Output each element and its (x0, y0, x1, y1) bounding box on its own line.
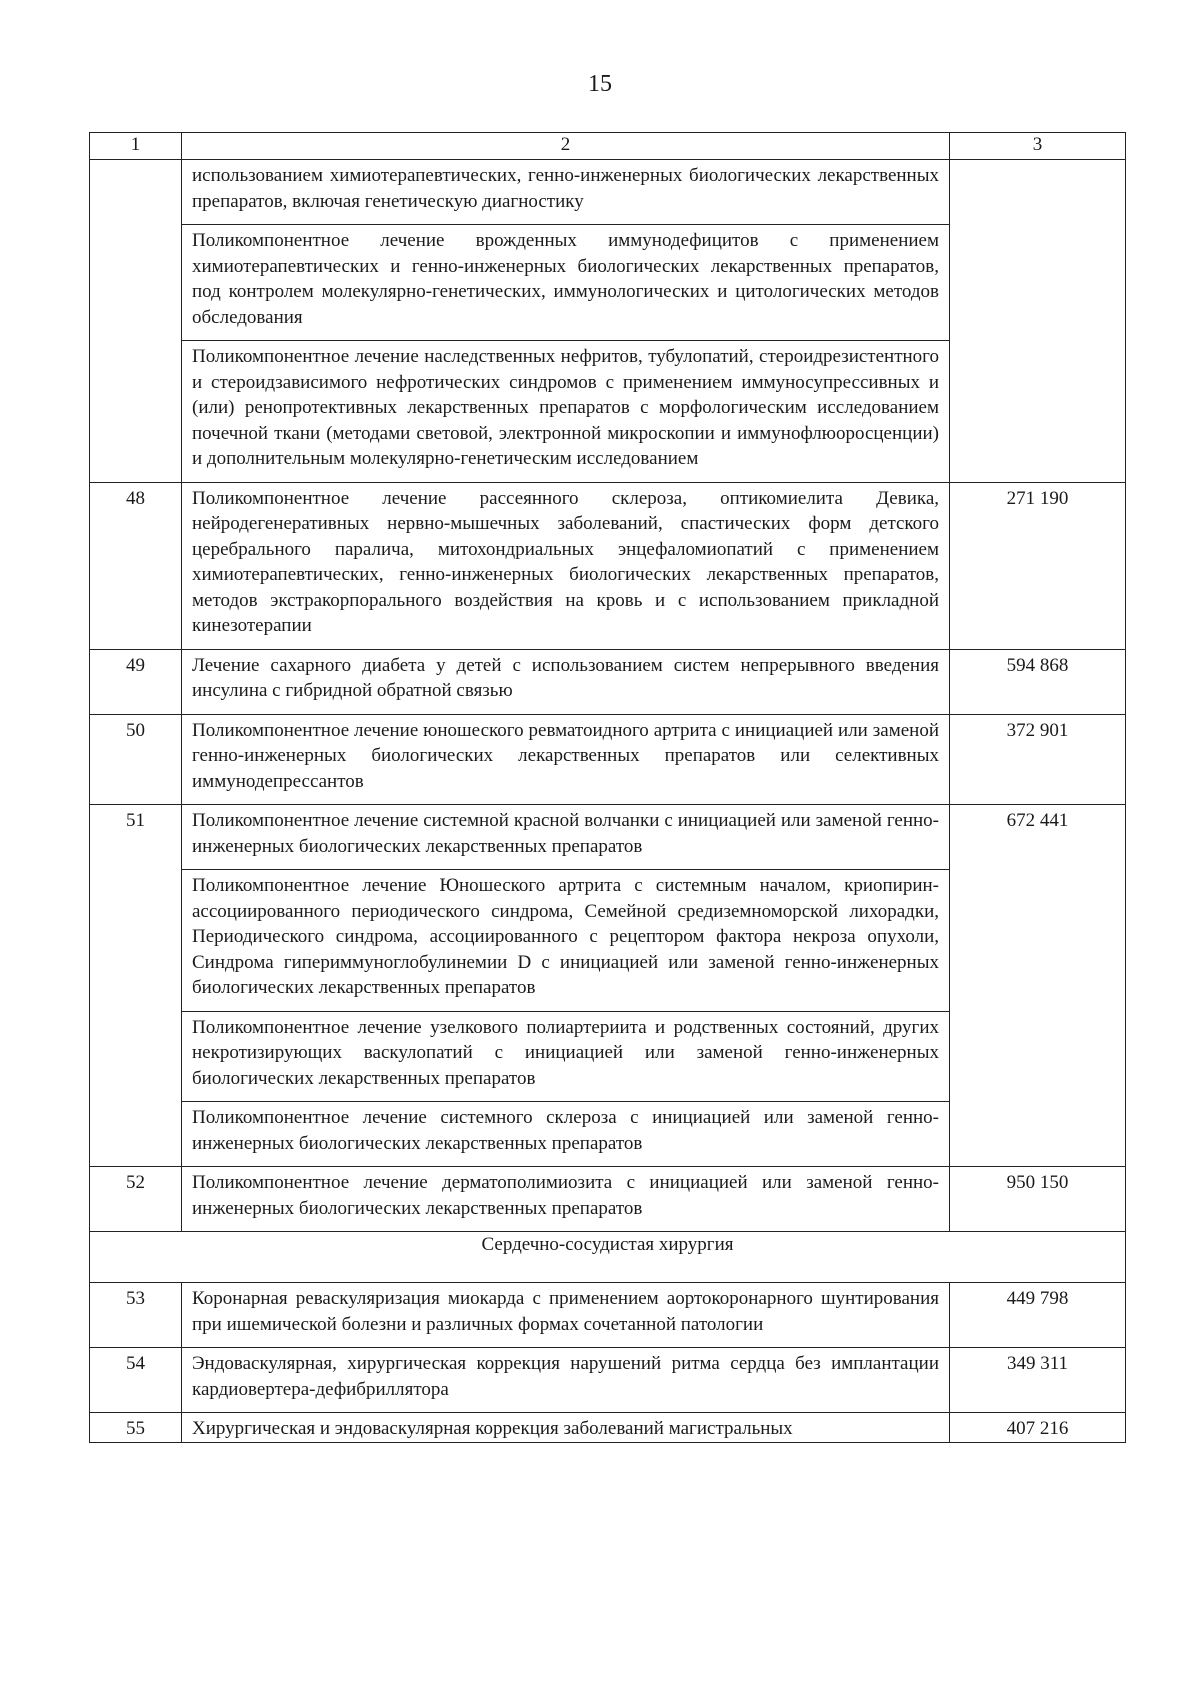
row-price: 372 901 (950, 714, 1126, 805)
row-price: 594 868 (950, 649, 1126, 714)
row-description: Эндоваскулярная, хирургическая коррекция нарушений ритма сердца без имплантации кардиовертера-дефибриллятора (182, 1348, 950, 1413)
section-row (90, 1232, 1126, 1283)
row-description: Поликомпонентное лечение системной красной волчанки с инициацией или заменой генно-инженерных биологических лекарственных препаратов (182, 805, 950, 870)
row-description: Поликомпонентное лечение системного склероза с инициацией или заменой генно-инженерных биологических лекарственных препаратов (182, 1102, 950, 1167)
row-price: 407 216 (950, 1413, 1126, 1443)
table-row (90, 1167, 1126, 1232)
row-description: Поликомпонентное лечение узелкового полиартериита и родственных состояний, других некротизирующих васкулопатий с инициацией или заменой генно-инженерных биологических лекарственных препаратов (182, 1011, 950, 1102)
row-price: 449 798 (950, 1283, 1126, 1348)
row-price: 950 150 (950, 1167, 1126, 1232)
table-row (90, 714, 1126, 805)
table-row (90, 160, 1126, 225)
table-header-row (90, 133, 1126, 160)
row-number: 54 (90, 1348, 182, 1413)
row-description: Коронарная реваскуляризация миокарда с применением аортокоронарного шунтирования при ишемической болезни и различных формах сочетанной патологии (182, 1283, 950, 1348)
row-description: Поликомпонентное лечение рассеянного склероза, оптикомиелита Девика, нейродегенеративных нервно-мышечных заболеваний, спастических форм детского церебрального паралича, митохондриальных энцефаломиопатий с применением химиотерапевтических, генно-инженерных биологических лекарственных препаратов, методов экстракорпорального воздействия на кровь и с использованием прикладной кинезотерапии (182, 482, 950, 649)
row-number-cell (90, 160, 182, 483)
row-price-cell (950, 160, 1126, 483)
row-price: 271 190 (950, 482, 1126, 649)
header-col-1: 1 (90, 133, 182, 160)
row-description: Поликомпонентное лечение юношеского ревматоидного артрита с инициацией или заменой генно-инженерных биологических лекарственных препаратов или селективных иммунодепрессантов (182, 714, 950, 805)
row-number: 55 (90, 1413, 182, 1443)
row-description: Хирургическая и эндоваскулярная коррекция заболеваний магистральных (182, 1413, 950, 1443)
row-number: 48 (90, 482, 182, 649)
row-price: 672 441 (950, 805, 1126, 1167)
header-col-2: 2 (182, 133, 950, 160)
table-row (90, 482, 1126, 649)
table-row (90, 1348, 1126, 1413)
services-table (89, 132, 1126, 1443)
row-description: Лечение сахарного диабета у детей с использованием систем непрерывного введения инсулина с гибридной обратной связью (182, 649, 950, 714)
row-description: Поликомпонентное лечение врожденных иммунодефицитов с применением химиотерапевтических и генно-инженерных биологических лекарственных препаратов, под контролем молекулярно-генетических, иммунологических и цитологических методов обследования (182, 225, 950, 341)
header-col-3: 3 (950, 133, 1126, 160)
row-description: Поликомпонентное лечение дерматополимиозита с инициацией или заменой генно-инженерных биологических лекарственных препаратов (182, 1167, 950, 1232)
row-description: Поликомпонентное лечение наследственных нефритов, тубулопатий, стероидрезистентного и стероидзависимого нефротических синдромов с применением иммуносупрессивных и (или) ренопротективных лекарственных препаратов с морфологическим исследованием почечной ткани (методами световой, электронной микроскопии и иммунофлюоросценции) и дополнительным молекулярно-генетическим исследованием (182, 341, 950, 483)
row-description: использованием химиотерапевтических, генно-инженерных биологических лекарственных препаратов, включая генетическую диагностику (182, 160, 950, 225)
row-number: 52 (90, 1167, 182, 1232)
row-number: 51 (90, 805, 182, 1167)
row-number: 53 (90, 1283, 182, 1348)
row-price: 349 311 (950, 1348, 1126, 1413)
section-title: Сердечно-сосудистая хирургия (90, 1232, 1126, 1283)
table-row (90, 1413, 1126, 1443)
row-number: 49 (90, 649, 182, 714)
table-row (90, 649, 1126, 714)
table-row (90, 805, 1126, 870)
row-number: 50 (90, 714, 182, 805)
row-description: Поликомпонентное лечение Юношеского артрита с системным началом, криопирин-ассоциированного периодического синдрома, Семейной средиземноморской лихорадки, Периодического синдрома, ассоциированного с рецептором фактора некроза опухоли, Синдрома гипериммуноглобулинемии D с инициацией или заменой генно-инженерных биологических лекарственных препаратов (182, 870, 950, 1012)
table-row (90, 1283, 1126, 1348)
page-number: 15 (588, 71, 612, 97)
